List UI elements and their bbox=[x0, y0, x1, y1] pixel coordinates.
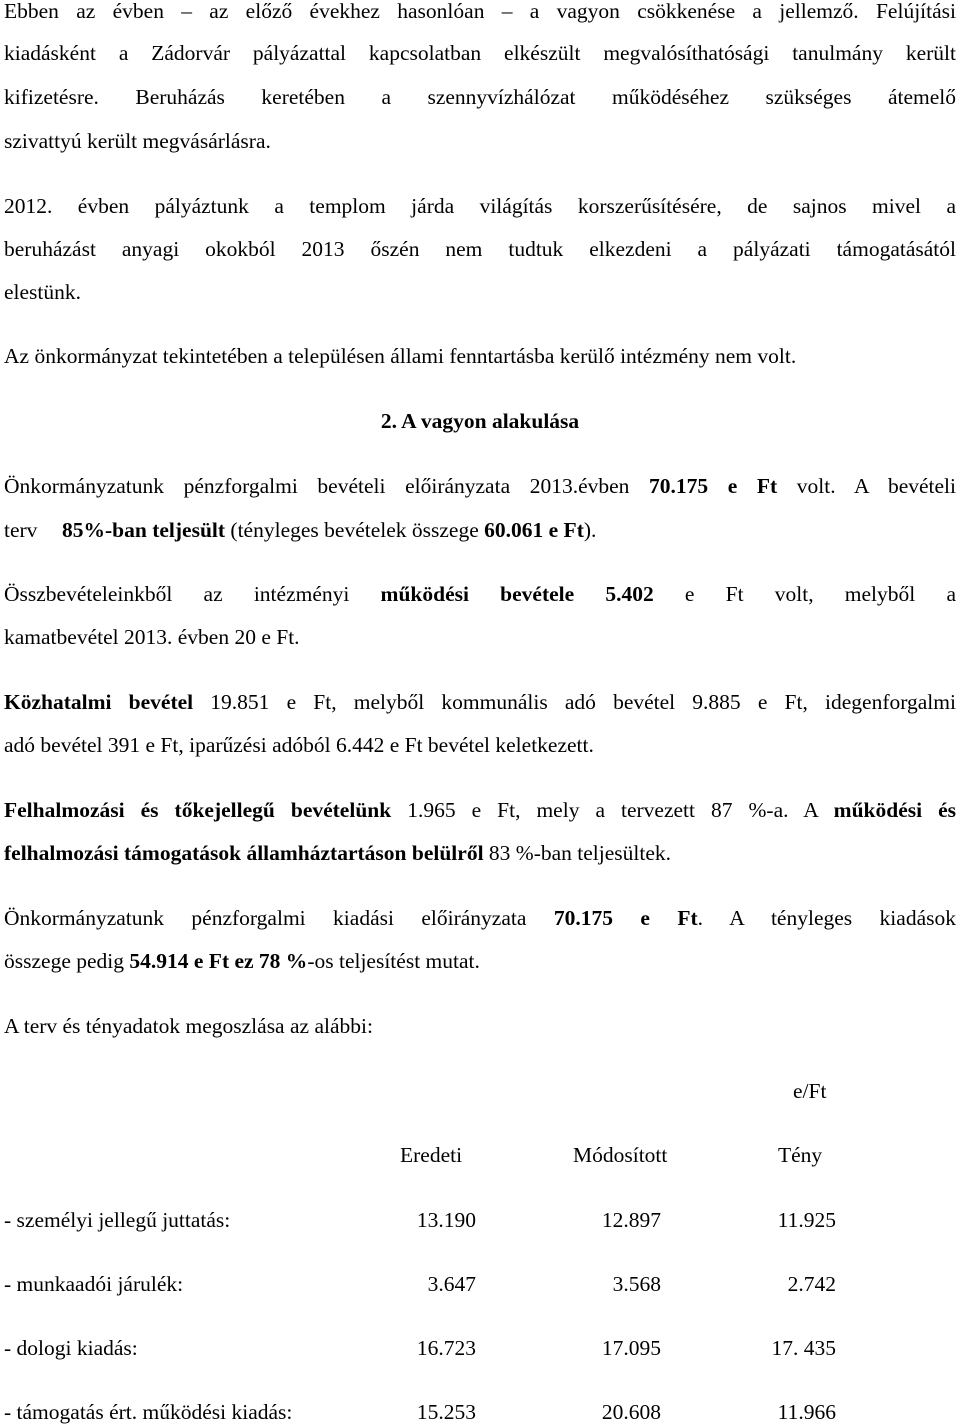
paragraph-1-line-3: kifizetésre. Beruházás keretében a szennyvízhálózat működéséhez szükséges átemelő bbox=[4, 85, 956, 109]
text-segment: 83 %-ban teljesültek. bbox=[483, 841, 672, 865]
text-segment: volt. A bevételi bbox=[777, 474, 956, 498]
paragraph-8-line-1 bbox=[4, 903, 956, 933]
bold-text: Felhalmozási és tőkejellegű bevételünk bbox=[4, 798, 392, 822]
bold-percentage: 85%-ban teljesült bbox=[62, 518, 226, 542]
paragraph-7-line-2 bbox=[4, 838, 671, 868]
text-segment: ). bbox=[583, 518, 597, 542]
cell-teny: 11.925 bbox=[777, 1208, 836, 1232]
cell-eredeti: 13.190 bbox=[416, 1208, 476, 1232]
text-segment: (tényleges bevételek összege bbox=[225, 518, 485, 542]
paragraph-1-line-2: kiadásként a Zádorvár pályázattal kapcsolatban elkészült megvalósíthatósági tanulmány került bbox=[4, 41, 956, 65]
bold-amount: 60.061 e Ft bbox=[484, 518, 584, 542]
cell-teny: 2.742 bbox=[787, 1272, 836, 1296]
cell-teny: 11.966 bbox=[777, 1400, 836, 1424]
row-label: - munkaadói járulék: bbox=[4, 1272, 184, 1296]
cell-modositott: 12.897 bbox=[601, 1208, 661, 1232]
paragraph-5-line-1 bbox=[4, 579, 956, 609]
text-segment: . A tényleges kiadások bbox=[697, 906, 956, 930]
text-segment: Önkormányzatunk pénzforgalmi bevételi előirányzata 2013.évben bbox=[4, 474, 650, 498]
table-header-teny: Tény bbox=[778, 1143, 823, 1167]
text-segment: összege pedig bbox=[4, 949, 130, 973]
table-header-eredeti: Eredeti bbox=[400, 1143, 463, 1167]
row-label: - dologi kiadás: bbox=[4, 1336, 138, 1360]
bold-amount: 70.175 e Ft bbox=[553, 906, 698, 930]
row-label: - személyi jellegű juttatás: bbox=[4, 1208, 231, 1232]
text-segment: terv bbox=[4, 518, 38, 542]
paragraph-1-line-4: szivattyú került megvásárlásra. bbox=[4, 129, 271, 153]
section-heading: 2. A vagyon alakulása bbox=[380, 409, 580, 433]
text-line: Ebben az évben – az előző évekhez hasonlóan – a vagyon csökkenése a jellemző. Felújítási bbox=[4, 0, 956, 23]
row-label: - támogatás ért. működési kiadás: bbox=[4, 1400, 293, 1424]
bold-amount: 54.914 e Ft ez 78 % bbox=[129, 949, 308, 973]
cell-modositott: 20.608 bbox=[601, 1400, 661, 1424]
paragraph-9: A terv és tényadatok megoszlása az alábbi: bbox=[4, 1014, 373, 1038]
text-segment: e Ft volt, melyből a bbox=[653, 582, 956, 606]
text-segment: -os teljesítést mutat. bbox=[307, 949, 480, 973]
paragraph-1-line-1 bbox=[4, 0, 956, 26]
cell-eredeti: 16.723 bbox=[416, 1336, 476, 1360]
paragraph-8-line-2 bbox=[4, 946, 480, 976]
cell-modositott: 3.568 bbox=[612, 1272, 661, 1296]
table-header-modositott: Módosított bbox=[573, 1143, 668, 1167]
paragraph-5-line-2: kamatbevétel 2013. évben 20 e Ft. bbox=[4, 625, 300, 649]
table-unit: e/Ft bbox=[793, 1079, 827, 1103]
paragraph-3: Az önkormányzat tekintetében a településen állami fenntartásba kerülő intézmény nem volt. bbox=[4, 344, 797, 368]
text-segment: 19.851 e Ft, melyből kommunális adó bevétel 9.885 e Ft, idegenforgalmi bbox=[193, 690, 956, 714]
cell-modositott: 17.095 bbox=[601, 1336, 661, 1360]
cell-eredeti: 15.253 bbox=[416, 1400, 476, 1424]
paragraph-4-line-2 bbox=[4, 515, 596, 545]
bold-amount: 70.175 e Ft bbox=[649, 474, 778, 498]
bold-text: működési és bbox=[833, 798, 957, 822]
paragraph-4-line-1 bbox=[4, 471, 956, 501]
text-segment: Összbevételeinkből az intézményi bbox=[4, 582, 381, 606]
paragraph-6-line-2: adó bevétel 391 e Ft, iparűzési adóból 6.442 e Ft bevétel keletkezett. bbox=[4, 733, 594, 757]
bold-text: működési bevétele 5.402 bbox=[380, 582, 654, 606]
paragraph-2-line-3: elestünk. bbox=[4, 280, 82, 304]
paragraph-6-line-1 bbox=[4, 687, 956, 717]
text-segment: Önkormányzatunk pénzforgalmi kiadási előirányzata bbox=[4, 906, 554, 930]
bold-text: Közhatalmi bevétel bbox=[4, 690, 194, 714]
paragraph-7-line-1 bbox=[4, 795, 956, 825]
bold-text: felhalmozási támogatások államháztartáson belülről bbox=[4, 841, 484, 865]
paragraph-2-line-1: 2012. évben pályáztunk a templom járda világítás korszerűsítésére, de sajnos mivel a bbox=[4, 194, 956, 218]
cell-teny: 17. 435 bbox=[771, 1336, 836, 1360]
paragraph-2-line-2: beruházást anyagi okokból 2013 őszén nem tudtuk elkezdeni a pályázati támogatásától bbox=[4, 237, 956, 261]
text-segment: 1.965 e Ft, mely a tervezett 87 %-a. A bbox=[391, 798, 834, 822]
cell-eredeti: 3.647 bbox=[427, 1272, 476, 1296]
